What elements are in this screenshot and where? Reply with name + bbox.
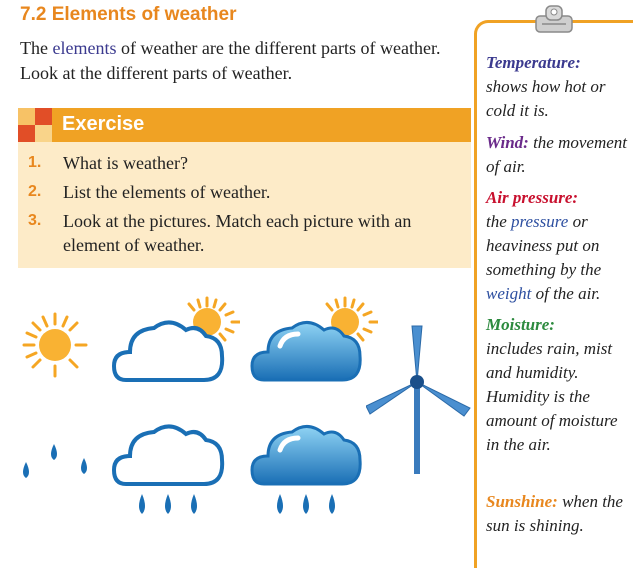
sunshine-label: Sunshine: — [486, 492, 558, 511]
wind-turbine-icon — [366, 322, 472, 474]
exercise-header — [18, 108, 471, 142]
raindrops-icon — [16, 440, 96, 490]
section-heading: 7.2 Elements of weather — [20, 4, 237, 25]
cloud-with-sun-icon — [112, 296, 240, 388]
temperature-label: Temperature: — [486, 53, 581, 72]
exercise-square-icon — [35, 125, 52, 142]
exercise-box — [18, 108, 471, 268]
question-text: List the elements of weather. — [63, 182, 271, 202]
sun-icon — [20, 310, 90, 380]
clipboard-clip-icon — [534, 4, 574, 34]
moisture-definition: Moisture: includes rain, mist and humidity. Humidity is the amount of moisture in the air. — [486, 315, 618, 454]
temperature-definition: Temperature: shows how hot or cold it is. — [486, 53, 606, 120]
question-number: 1. — [28, 154, 42, 171]
question-text: Look at the pictures. Match each picture with an element of weather. — [63, 211, 412, 255]
blue-rain-cloud-icon — [250, 418, 370, 526]
exercise-square-icon — [18, 108, 35, 125]
rain-cloud-icon — [112, 418, 232, 526]
sunshine-definition: Sunshine: when the sun is shining. — [486, 492, 623, 535]
wind-label: Wind: — [486, 133, 529, 152]
blue-cloud-with-sun-icon — [250, 296, 378, 388]
question-number: 2. — [28, 183, 42, 200]
exercise-square-icon — [18, 125, 35, 142]
wind-definition: Wind: the movement of air. — [486, 133, 628, 176]
air-pressure-definition: Air pressure: the pressure or heaviness put on something by the weight of the air. — [486, 188, 602, 303]
question-text: What is weather? — [63, 153, 188, 173]
exercise-title: Exercise — [62, 113, 145, 135]
elements-term: elements — [52, 38, 117, 58]
moisture-label: Moisture: — [486, 315, 555, 334]
exercise-square-icon — [35, 108, 52, 125]
intro-paragraph: The elements of weather are the different parts of weather. Look at the different parts of weather. — [20, 38, 441, 83]
question-number: 3. — [28, 212, 42, 229]
air-pressure-label: Air pressure: — [486, 188, 579, 207]
